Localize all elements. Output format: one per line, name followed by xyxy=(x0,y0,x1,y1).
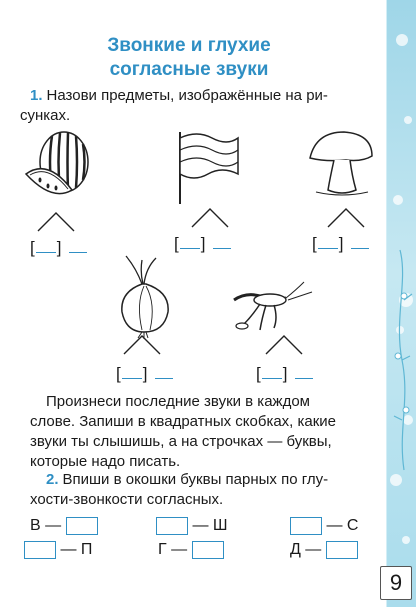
consonant-pair xyxy=(290,540,358,560)
task2-line1: Впиши в окошки буквы парных по глу- xyxy=(62,471,329,488)
pair-dash: — xyxy=(45,517,62,534)
sound-blank[interactable] xyxy=(318,234,338,249)
consonant-pair xyxy=(290,516,358,536)
watermelon-icon xyxy=(22,128,92,208)
task2-number: 2. xyxy=(46,471,59,488)
pair-dash: — xyxy=(305,541,322,558)
pair-dash: — xyxy=(60,541,77,558)
flag-icon xyxy=(172,128,242,208)
consonant-pair xyxy=(30,516,98,536)
pair-dash: — xyxy=(192,517,209,534)
task1-text-line2: сунках. xyxy=(20,107,71,124)
pair-right-letter: Ш xyxy=(212,517,228,534)
mushroom-icon xyxy=(306,128,376,200)
page-number: 9 xyxy=(380,566,412,600)
caret-icon xyxy=(36,211,76,233)
bracket-close: ] xyxy=(282,364,288,383)
sound-blank[interactable] xyxy=(36,238,56,253)
flower-border-icon xyxy=(378,0,416,607)
instructions-line2: слове. Запиши в квадратных скобках, какие xyxy=(30,413,337,430)
letter-line[interactable] xyxy=(351,234,369,249)
task2-text-line2: хости-звонкости согласных. xyxy=(30,491,224,508)
letter-line[interactable] xyxy=(69,238,87,253)
bracket-open: [ xyxy=(256,364,261,383)
task1-line1: Назови предметы, изображённые на ри- xyxy=(46,87,328,104)
letter-box[interactable] xyxy=(326,541,358,559)
sound-blank[interactable] xyxy=(122,364,142,379)
letter-box[interactable] xyxy=(192,541,224,559)
task2-text-line1 xyxy=(46,470,376,489)
caret-icon xyxy=(264,334,304,356)
pair-left-letter: В xyxy=(30,517,41,534)
bracket-open: [ xyxy=(312,234,317,253)
letter-box[interactable] xyxy=(290,517,322,535)
consonant-pair xyxy=(158,540,224,560)
instructions-line4: которые надо писать. xyxy=(30,453,181,470)
letter-line[interactable] xyxy=(295,364,313,379)
sound-blank[interactable] xyxy=(262,364,282,379)
letter-box[interactable] xyxy=(156,517,188,535)
answer-slot[interactable] xyxy=(312,234,369,254)
pair-right-letter: С xyxy=(346,517,359,534)
bracket-close: ] xyxy=(56,238,62,257)
letter-line[interactable] xyxy=(155,364,173,379)
caret-icon xyxy=(326,207,366,229)
task1-text-line1 xyxy=(30,86,378,105)
page-title-line2: согласные звуки xyxy=(109,59,269,80)
answer-slot[interactable] xyxy=(30,238,87,258)
letter-line[interactable] xyxy=(213,234,231,249)
crayfish-icon xyxy=(230,278,314,334)
pair-right-letter: П xyxy=(80,541,93,558)
decorative-sidebar xyxy=(378,0,416,607)
letter-box[interactable] xyxy=(24,541,56,559)
bracket-open: [ xyxy=(116,364,121,383)
bracket-close: ] xyxy=(338,234,344,253)
answer-slot[interactable] xyxy=(174,234,231,254)
bracket-open: [ xyxy=(30,238,35,257)
bracket-close: ] xyxy=(142,364,148,383)
task1-number: 1. xyxy=(30,87,43,104)
consonant-pair xyxy=(156,516,228,536)
bracket-open: [ xyxy=(174,234,179,253)
caret-icon xyxy=(190,207,230,229)
pair-dash: — xyxy=(171,541,188,558)
bracket-close: ] xyxy=(200,234,206,253)
pair-dash: — xyxy=(326,517,343,534)
pair-left-letter: Г xyxy=(158,541,167,558)
pair-left-letter: Д xyxy=(290,541,301,558)
sound-blank[interactable] xyxy=(180,234,200,249)
instructions-line3: звуки ты слышишь, а на строчках — буквы, xyxy=(30,433,332,450)
consonant-pair xyxy=(24,540,92,560)
onion-icon xyxy=(106,254,182,340)
answer-slot[interactable] xyxy=(116,364,173,384)
caret-icon xyxy=(122,334,162,356)
instructions-line1: Произнеси последние звуки в каждом xyxy=(46,393,310,410)
page-title-line1: Звонкие и глухие xyxy=(107,35,271,56)
answer-slot[interactable] xyxy=(256,364,313,384)
letter-box[interactable] xyxy=(66,517,98,535)
